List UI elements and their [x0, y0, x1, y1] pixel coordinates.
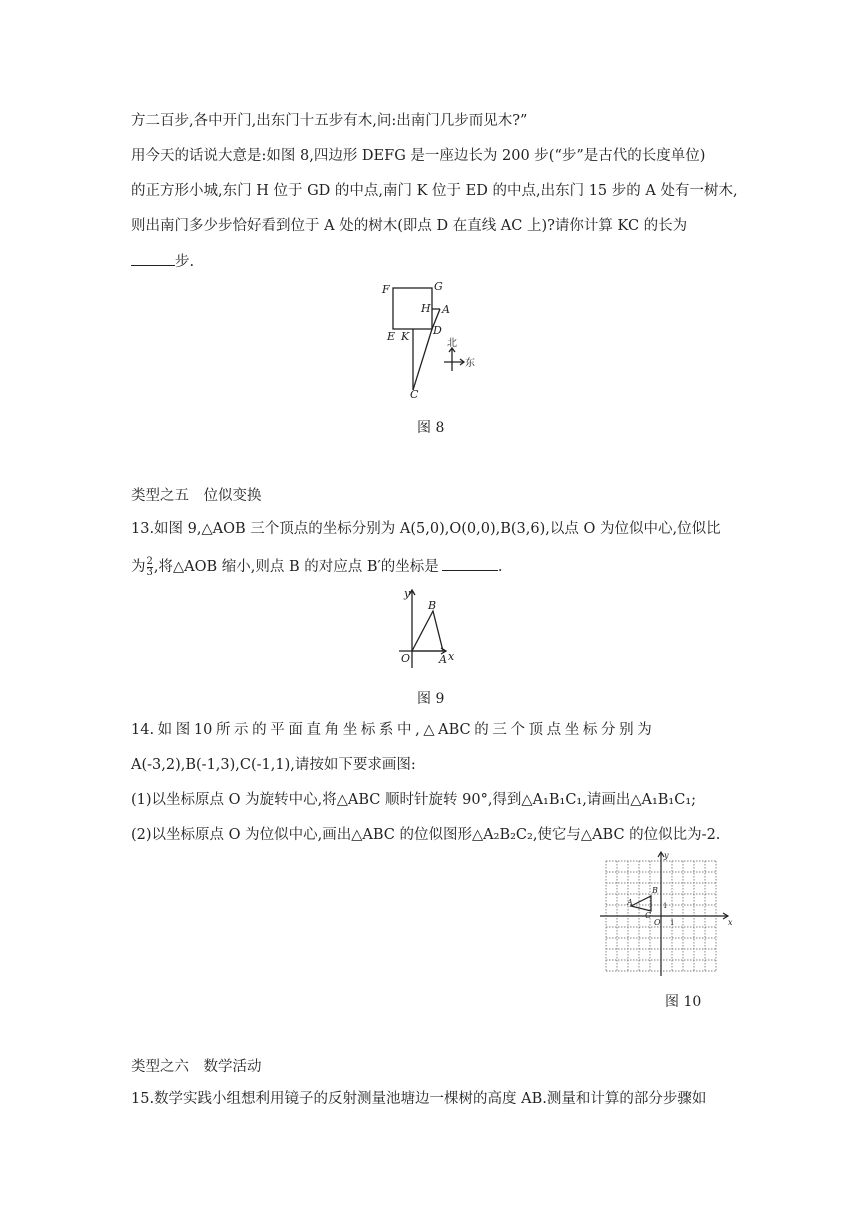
problem12-line3: 的正方形小城,东门 H 位于 GD 的中点,南门 K 位于 ED 的中点,出东门 15 步的 A 处有一树木, [131, 183, 738, 199]
figure-9-caption: 图 9 [417, 691, 445, 707]
label-B: B [652, 886, 658, 895]
triangle-AOB [412, 611, 443, 651]
label-A: A [442, 303, 450, 316]
q13-line1: 13.如图 9,△AOB 三个顶点的坐标分别为 A(5,0),O(0,0),B(3,6),以点 O 为位似中心,位似比 [131, 521, 721, 537]
segment-DC [413, 329, 432, 390]
label-y: y [404, 587, 411, 600]
label-O: O [654, 918, 661, 927]
label-C: C [410, 388, 419, 401]
q15-line1: 15.数学实践小组想利用镜子的反射测量池塘边一棵树的高度 AB.测量和计算的部分步骤如 [131, 1091, 707, 1107]
label-one-y: 1 [663, 902, 668, 910]
section-6-title: 类型之六 数学活动 [131, 1059, 262, 1075]
label-x: x [728, 918, 733, 927]
section-5-title: 类型之五 位似变换 [131, 488, 262, 504]
label-H: H [421, 302, 431, 315]
q13-line2: 为 $\frac{2}{3}$ ,将△AOB 缩小,则点 B 的对应点 B′的坐标是 . [131, 555, 503, 578]
label-x: x [448, 650, 455, 663]
figure-9 [395, 585, 460, 670]
q14-line2: A(-3,2),B(-1,3),C(-1,1),请按如下要求画图: [131, 757, 416, 773]
fraction: $\frac{2}{3}$ [146, 555, 153, 578]
label-C: C [645, 911, 652, 920]
label-O: O [401, 652, 411, 665]
problem12-line5: 步. [131, 251, 194, 272]
q14-line4: (2)以坐标原点 O 为位似中心,画出△ABC 的位似图形△A₂B₂C₂,使它与△ABC 的位似比为-2. [131, 827, 721, 843]
label-E: E [387, 330, 396, 343]
label-G: G [434, 280, 443, 293]
problem12-line4: 则出南门多少步恰好看到位于 A 处的树木(即点 D 在直线 AC 上)?请你计算 KC 的长为 [131, 218, 688, 234]
triangle-ABC [631, 896, 651, 911]
label-K: K [401, 330, 410, 343]
label-F: F [382, 283, 390, 296]
label-A: A [439, 653, 447, 666]
label-one-x: 1 [670, 919, 675, 927]
label-y: y [664, 851, 669, 860]
figure-10-caption: 图 10 [665, 994, 702, 1010]
label-A: A [627, 898, 633, 907]
answer-blank [131, 251, 175, 266]
figure-10 [598, 848, 736, 980]
q14-line1: 14. 如 图 10 所 示 的 平 面 直 角 坐 标 系 中 , △ ABC 的 三 个 顶 点 坐 标 分 别 为 [131, 722, 652, 738]
label-north: 北 [447, 338, 457, 349]
label-B: B [428, 599, 437, 612]
problem12-line1: 方二百步,各中开门,出东门十五步有木,问:出南门几步而见木?” [131, 113, 528, 129]
problem12-line2: 用今天的话说大意是:如图 8,四边形 DEFG 是一座边长为 200 步(“步”是古代的长度单位) [131, 148, 706, 164]
figure-8 [375, 276, 495, 402]
answer-blank-q13 [442, 556, 498, 571]
label-east: 东 [465, 358, 475, 369]
label-D: D [433, 324, 442, 337]
figure-8-caption: 图 8 [417, 420, 445, 436]
q14-line3: (1)以坐标原点 O 为旋转中心,将△ABC 顺时针旋转 90°,得到△A₁B₁C₁,请画出△A₁B₁C₁; [131, 792, 697, 808]
